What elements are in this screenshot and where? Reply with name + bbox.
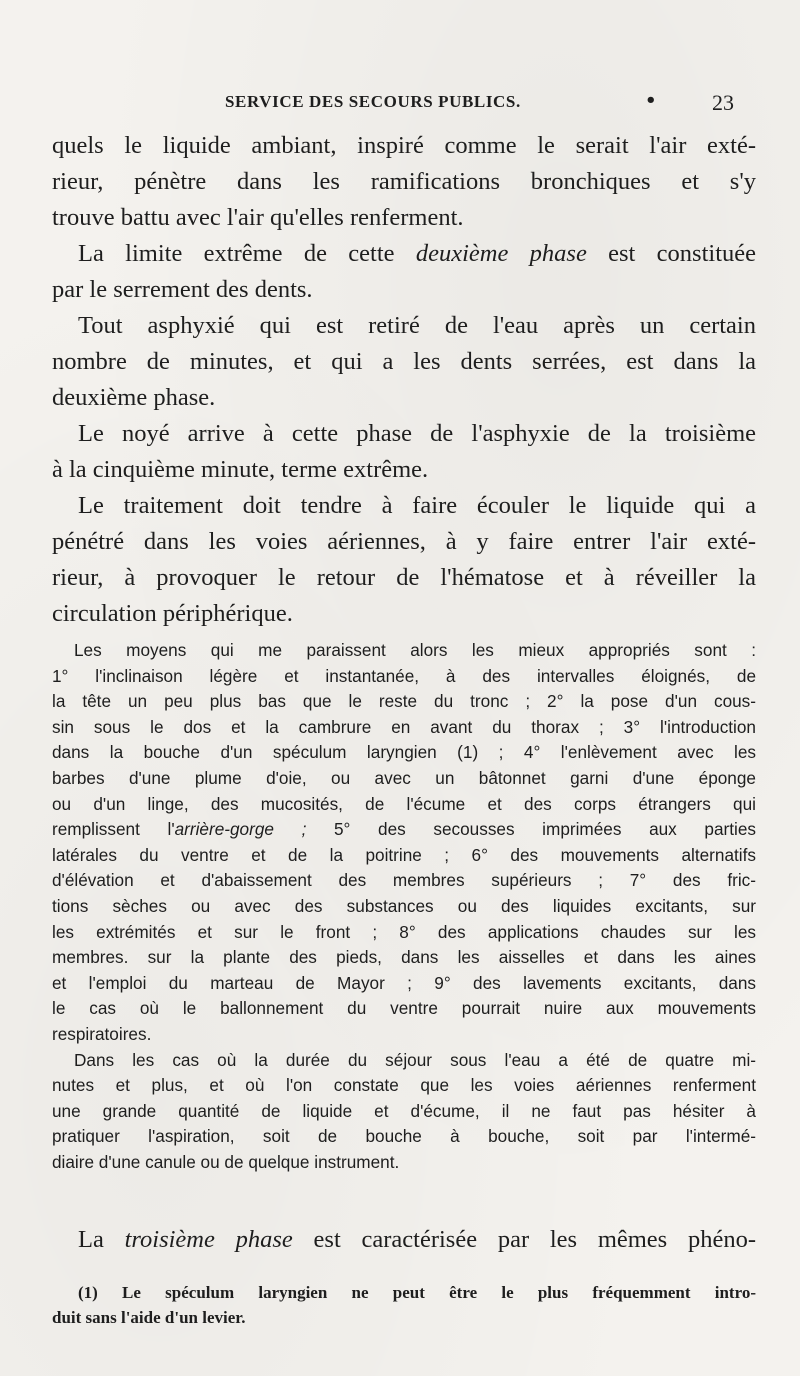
text-span: La limite extrême de cette bbox=[78, 240, 416, 267]
small-line: barbes d'une plume d'oie, ou avec un bâtonnet garni d'une éponge bbox=[52, 767, 756, 788]
small-line: les extrémités et sur le front ; 8° des applications chaudes sur les bbox=[52, 921, 756, 942]
text-line: Tout asphyxié qui est retiré de l'eau après un certain bbox=[78, 312, 756, 339]
text-line bbox=[52, 236, 756, 272]
small-line: la tête un peu plus bas que le reste du tronc ; 2° la pose d'un cous- bbox=[52, 691, 756, 712]
text-line: Le traitement doit tendre à faire écouler le liquide qui a bbox=[78, 492, 756, 519]
text-line: rieur, pénètre dans les ramifications bronchiques et s'y bbox=[52, 168, 756, 195]
text-line: rieur, à provoquer le retour de l'hématose et à réveiller la bbox=[52, 564, 756, 591]
small-line: pratiquer l'aspiration, soit de bouche à bouche, soit par l'intermé- bbox=[52, 1126, 756, 1147]
small-line: latérales du ventre et de la poitrine ; 6° des mouvements alternatifs bbox=[52, 844, 756, 865]
text-line: Le noyé arrive à cette phase de l'asphyxie de la troisième bbox=[78, 420, 756, 447]
text-line: pénétré dans les voies aériennes, à y faire entrer l'air exté- bbox=[52, 528, 756, 555]
text-line: trouve battu avec l'air qu'elles renferment. bbox=[52, 204, 464, 231]
small-line: et l'emploi du marteau de Mayor ; 9° des lavements excitants, dans bbox=[52, 972, 756, 993]
small-line: Dans les cas où la durée du séjour sous l'eau a été de quatre mi- bbox=[74, 1049, 756, 1070]
small-line: nutes et plus, et où l'on constate que les voies aériennes renferment bbox=[52, 1075, 756, 1096]
header-ornament: • bbox=[645, 90, 657, 111]
small-line: diaire d'une canule ou de quelque instrument. bbox=[52, 1151, 400, 1172]
text-span: La bbox=[78, 1226, 125, 1253]
small-line: Les moyens qui me paraissent alors les mieux appropriés sont : bbox=[74, 640, 756, 660]
small-line: 1° l'inclinaison légère et instantanée, à des intervalles éloignés, de bbox=[52, 665, 756, 686]
small-line: respiratoires. bbox=[52, 1023, 152, 1044]
italic-term: deuxième phase bbox=[415, 240, 587, 267]
text-line: nombre de minutes, et qui a les dents serrées, est dans la bbox=[52, 348, 756, 375]
small-line bbox=[52, 817, 756, 843]
text-span: est constituée bbox=[586, 240, 757, 267]
small-line: ou d'un linge, des mucosités, de l'écume et des corps étrangers qui bbox=[52, 793, 756, 814]
small-line: dans la bouche d'un spéculum laryngien (1) ; 4° l'enlèvement avec les bbox=[52, 742, 756, 763]
text-span: remplissent l' bbox=[52, 819, 175, 840]
footnote-line: (1) Le spéculum laryngien ne peut être le plus fréquemment intro- bbox=[78, 1283, 756, 1302]
footnote-line: duit sans l'aide d'un levier. bbox=[52, 1308, 246, 1327]
running-header bbox=[0, 92, 800, 122]
small-line: le cas où le ballonnement du ventre pourrait nuire aux mouvements bbox=[52, 998, 756, 1019]
small-print-section bbox=[52, 638, 756, 1175]
text-line bbox=[52, 1222, 756, 1258]
small-line: d'élévation et d'abaissement des membres supérieurs ; 7° des fric- bbox=[52, 870, 756, 891]
page-number: 23 bbox=[712, 90, 734, 115]
main-text bbox=[52, 128, 756, 632]
italic-term: troisième phase bbox=[124, 1226, 293, 1253]
text-line: quels le liquide ambiant, inspiré comme le serait l'air exté- bbox=[52, 132, 756, 159]
closing-paragraph bbox=[52, 1222, 756, 1258]
small-line: membres. sur la plante des pieds, dans les aisselles et dans les aines bbox=[52, 947, 756, 968]
small-line: une grande quantité de liquide et d'écume, il ne faut pas hésiter à bbox=[52, 1100, 756, 1121]
italic-term: arrière-gorge ; bbox=[174, 819, 307, 840]
small-line: sin sous le dos et la cambrure en avant du thorax ; 3° l'introduction bbox=[52, 716, 756, 737]
footnote bbox=[52, 1280, 756, 1330]
text-span: est caractérisée par les mêmes phéno- bbox=[292, 1226, 756, 1253]
running-title: SERVICE DES SECOURS PUBLICS. bbox=[225, 92, 521, 111]
small-line: tions sèches ou avec des substances ou des liquides excitants, sur bbox=[52, 895, 756, 916]
text-line: à la cinquième minute, terme extrême. bbox=[52, 456, 429, 483]
text-span: 5° des secousses imprimées aux parties bbox=[306, 819, 756, 840]
text-line: circulation périphérique. bbox=[52, 600, 293, 627]
text-line: deuxième phase. bbox=[52, 384, 216, 411]
text-line: par le serrement des dents. bbox=[52, 276, 313, 303]
